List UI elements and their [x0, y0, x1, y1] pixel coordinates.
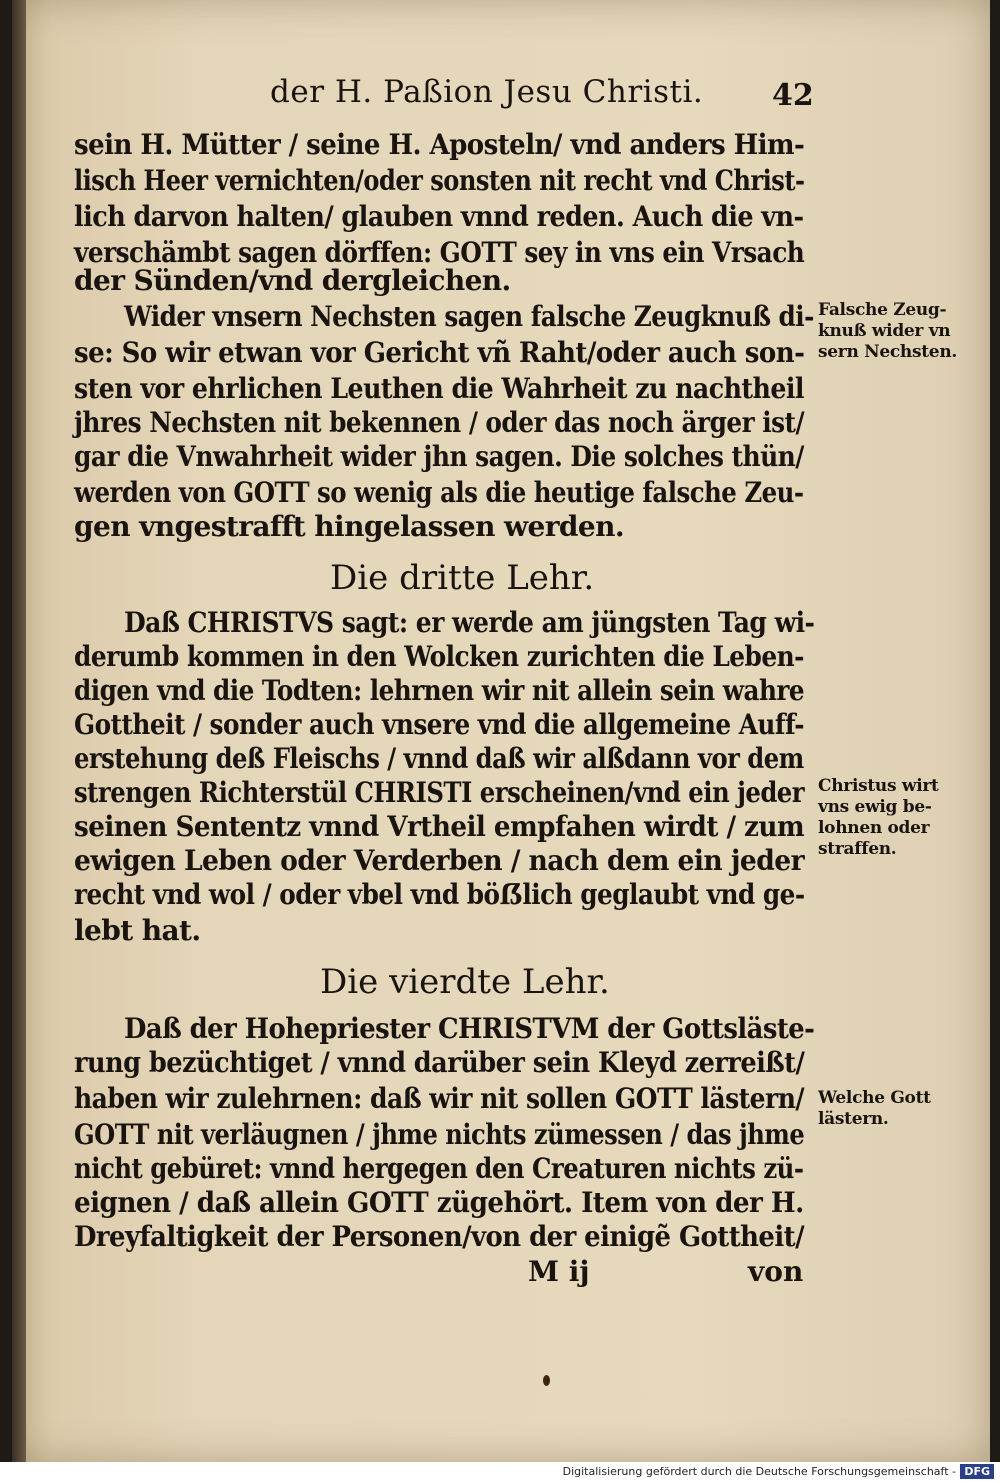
book-spine-shadow	[12, 0, 26, 1462]
section-heading: Die dritte Lehr.	[330, 558, 595, 598]
text-line: gar die Vnwahrheit wider jhn sagen. Die solches thün/	[74, 440, 804, 473]
text-line: Wider vnsern Nechsten sagen falsche Zeugknuß di-	[124, 300, 814, 333]
text-line: recht vnd wol / oder vbel vnd böẞlich geglaubt vnd ge-	[74, 878, 805, 911]
text-line: eignen / daß allein GOTT zügehört. Item von der H.	[74, 1186, 804, 1219]
text-line: gen vngestrafft hingelassen werden.	[74, 510, 625, 543]
text-line: verschämbt sagen dörffen: GOTT sey in vns ein Vrsach	[74, 236, 805, 269]
text-line: digen vnd die Todten: lehrnen wir nit allein sein wahre	[74, 674, 805, 707]
text-line: sein H. Mütter / seine H. Aposteln/ vnd anders Him-	[74, 128, 805, 161]
text-line: rung bezüchtiget / vnnd darüber sein Kleyd zerreißt/	[74, 1046, 805, 1079]
funding-notice: Digitalisierung gefördert durch die Deutsche Forschungsgemeinschaft -	[562, 1465, 956, 1478]
text-line: sten vor ehrlichen Leuthen die Wahrheit zu nachtheil	[74, 372, 804, 405]
text-line: jhres Nechsten nit bekennen / oder das noch ärger ist/	[74, 406, 804, 439]
signature-mark: M ij	[528, 1255, 590, 1288]
text-line: erstehung deß Fleischs / vnnd daß wir alßdann vor dem	[74, 742, 804, 775]
ink-spot	[543, 1375, 550, 1386]
text-line: seinen Sententz vnnd Vrtheil empfahen wirdt / zum	[74, 810, 805, 843]
footer-bar	[0, 1462, 1000, 1483]
page-number: 42	[772, 78, 814, 113]
text-line: der Sünden/vnd dergleichen.	[74, 264, 511, 297]
text-line: se: So wir etwan vor Gericht vñ Raht/oder auch son-	[74, 336, 805, 369]
text-line: haben wir zulehrnen: daß wir nit sollen GOTT lästern/	[74, 1082, 804, 1115]
text-line: Daß CHRISTVS sagt: er werde am jüngsten Tag wi-	[124, 606, 815, 639]
text-line: Daß der Hohepriester CHRISTVM der Gottsläste-	[124, 1012, 815, 1045]
dfg-logo: DFG	[960, 1464, 994, 1479]
margin-note: Christus wirt vns ewig be- lohnen oder straffen.	[818, 776, 939, 859]
text-line: GOTT nit verläugnen / jhme nichts zümessen / das jhme	[74, 1118, 805, 1151]
text-line: lisch Heer vernichten/oder sonsten nit recht vnd Christ-	[74, 164, 805, 197]
section-heading: Die vierdte Lehr.	[320, 962, 610, 1002]
text-line: Gottheit / sonder auch vnsere vnd die allgemeine Auff-	[74, 708, 804, 741]
text-line: lich darvon halten/ glauben vnnd reden. Auch die vn-	[74, 200, 804, 233]
text-line: derumb kommen in den Wolcken zurichten die Leben-	[74, 640, 804, 673]
text-line: nicht gebüret: vnnd hergegen den Creaturen nichts zü-	[74, 1152, 804, 1185]
text-line: Dreyfaltigkeit der Personen/von der einigẽ Gottheit/	[74, 1220, 805, 1253]
catchword: von	[748, 1255, 804, 1288]
margin-note: Falsche Zeug- knuß wider vn sern Nechsten.	[818, 300, 958, 362]
margin-note: Welche Gott lästern.	[818, 1088, 931, 1129]
text-line: werden von GOTT so wenig als die heutige falsche Zeu-	[74, 476, 804, 509]
running-head: der H. Paßion Jesu Christi.	[270, 74, 704, 110]
text-line: lebt hat.	[74, 914, 201, 947]
text-line: strengen Richterstül CHRISTI erscheinen/vnd ein jeder	[74, 776, 805, 809]
text-line: ewigen Leben oder Verderben / nach dem ein jeder	[74, 844, 805, 877]
